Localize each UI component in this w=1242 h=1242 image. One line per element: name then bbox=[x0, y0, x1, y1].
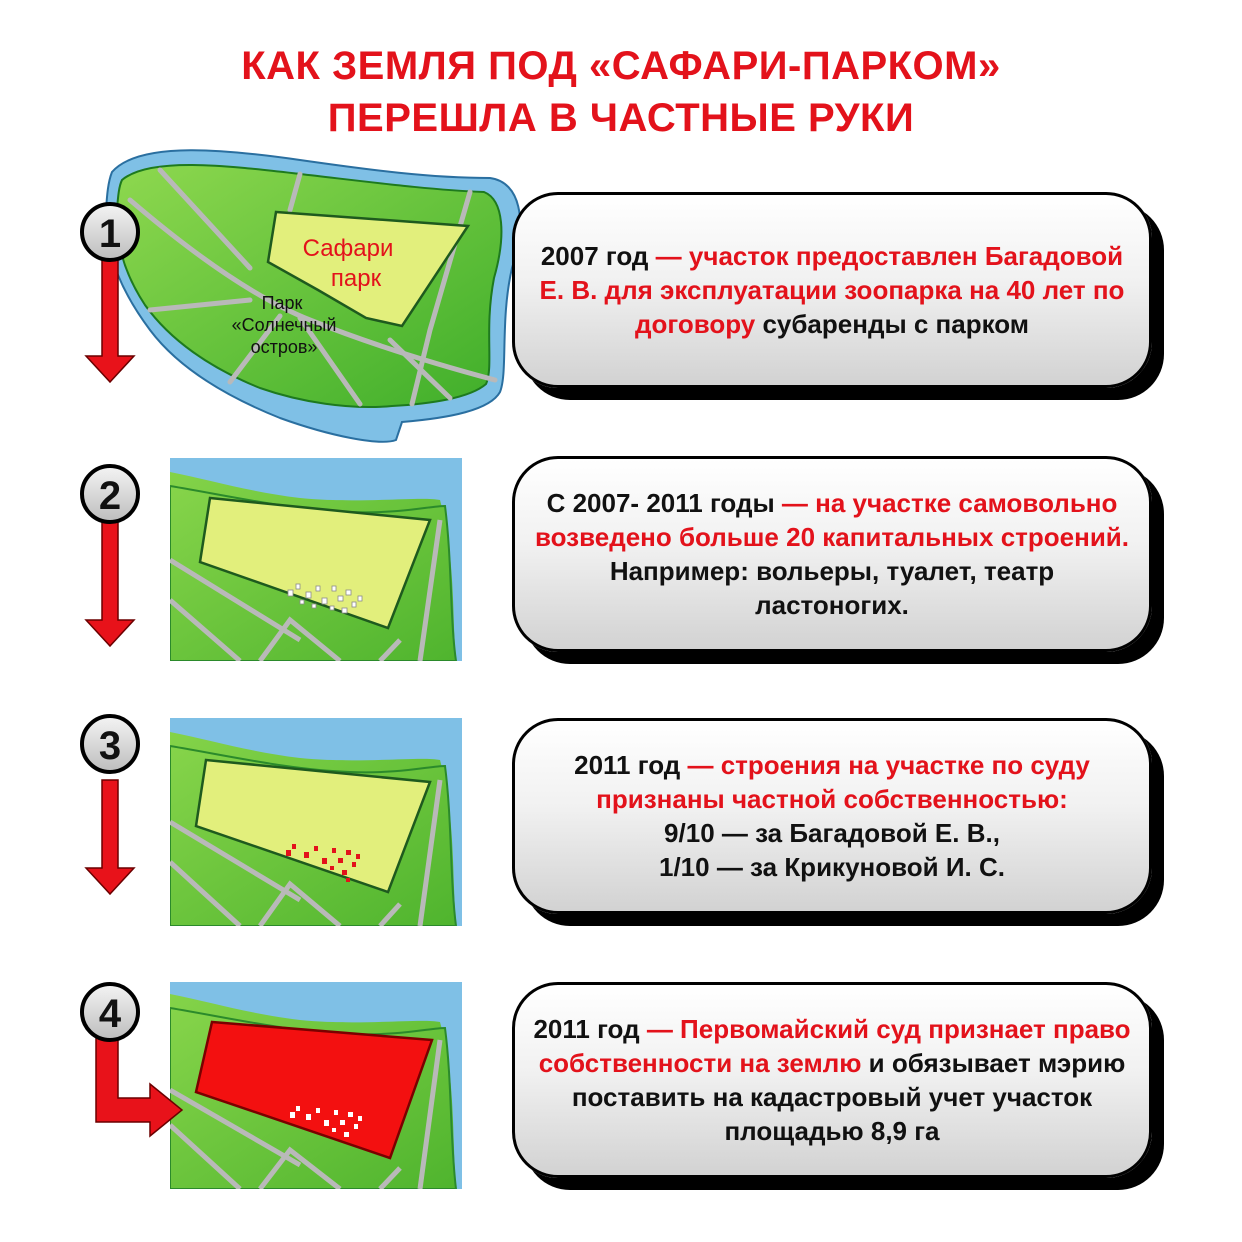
step-text-segment: 1/10 — за Крикуновой И. С. bbox=[659, 852, 1005, 882]
park-label-line1: Парк bbox=[261, 293, 303, 313]
title-line-2: ПЕРЕШЛА В ЧАСТНЫЕ РУКИ bbox=[327, 96, 915, 140]
step-1-textbox bbox=[512, 192, 1152, 388]
step-3-number: 3 bbox=[98, 724, 122, 768]
map-step-2 bbox=[170, 458, 462, 661]
arrow-right-icon bbox=[96, 1036, 182, 1136]
number-circle-icon bbox=[82, 716, 138, 772]
safari-label-line2: парк bbox=[330, 265, 382, 292]
step-3-text bbox=[533, 748, 1131, 884]
step-text-segment: — Первомайский суд признает право собственности на землю bbox=[538, 1014, 1131, 1078]
step-text-segment: С 2007- 2011 годы bbox=[546, 488, 782, 518]
step-2-text bbox=[533, 486, 1131, 622]
step-text-segment: Например: вольеры, туалет, театр ластоногих. bbox=[609, 556, 1055, 620]
step-2-number: 2 bbox=[98, 474, 122, 518]
step-text-segment: — строения на участке по суду признаны частной собственностью: bbox=[596, 750, 1090, 814]
step-text-segment: субаренды с парком bbox=[762, 309, 1030, 339]
island-map bbox=[106, 150, 520, 442]
step-2-textbox bbox=[512, 456, 1152, 652]
step-text-segment: — участок предоставлен Багадовой Е. В. для эксплуатации зоопарка на 40 лет по договору bbox=[539, 241, 1125, 339]
step-1-text bbox=[533, 239, 1131, 341]
step-3-textbox bbox=[512, 718, 1152, 914]
number-circle-icon bbox=[82, 466, 138, 522]
map-step-4 bbox=[170, 982, 462, 1189]
title-line-1: КАК ЗЕМЛЯ ПОД «САФАРИ-ПАРКОМ» bbox=[241, 44, 1001, 88]
step-text-segment: 2011 год bbox=[533, 1014, 647, 1044]
number-circle-icon bbox=[82, 204, 138, 260]
step-text-segment: 9/10 — за Багадовой Е. В., bbox=[664, 818, 1000, 848]
step-1-number: 1 bbox=[98, 212, 122, 256]
arrow-down-icon bbox=[86, 780, 134, 894]
step-text-segment: 2007 год bbox=[540, 241, 656, 271]
park-label-line3: остров» bbox=[250, 337, 318, 357]
arrow-down-icon bbox=[86, 518, 134, 646]
park-label-line2: «Солнечный bbox=[231, 315, 337, 335]
step-text-segment: 2011 год bbox=[574, 750, 688, 780]
number-circle-icon bbox=[82, 984, 138, 1040]
safari-label-line1: Сафари bbox=[302, 235, 394, 262]
map-step-3 bbox=[170, 718, 462, 926]
step-4-text bbox=[533, 1012, 1131, 1148]
step-text-segment: и обязывает мэрию поставить на кадастровый учет участок площадью 8,9 га bbox=[571, 1048, 1126, 1146]
step-4-number: 4 bbox=[98, 992, 122, 1036]
step-4-textbox bbox=[512, 982, 1152, 1178]
step-text-segment: — на участке самовольно возведено больше 20 капитальных строений. bbox=[534, 488, 1130, 552]
